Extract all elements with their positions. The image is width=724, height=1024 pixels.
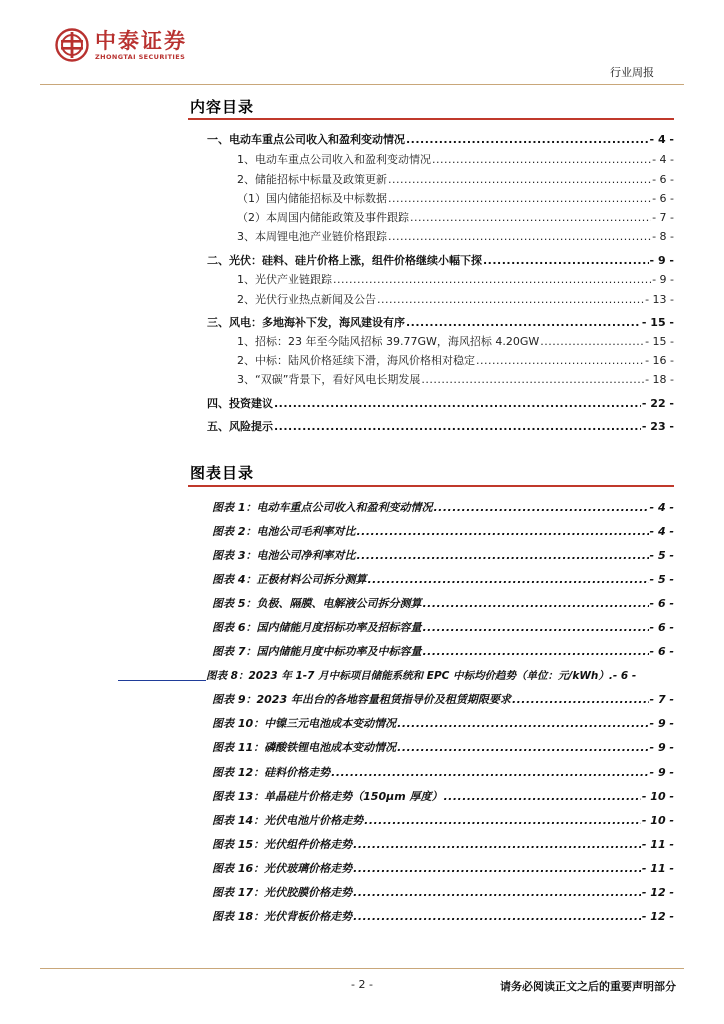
figure-entry[interactable]: 图表 11：磷酸铁锂电池成本变动情况 ..... - 9 -: [212, 741, 674, 755]
figure-entry[interactable]: 图表 2：电池公司毛利率对比 ..... - 4 -: [212, 525, 674, 539]
zhongtai-logo-icon: [55, 28, 89, 62]
figure-entry[interactable]: 图表 16：光伏玻璃价格走势 ..... - 11 -: [212, 862, 674, 876]
toc-entry[interactable]: 五、风险提示 ..... - 23 -: [207, 420, 674, 434]
toc-entry[interactable]: 1、光伏产业链跟踪 ..... - 9 -: [237, 273, 674, 287]
company-name-cn: 中泰证券: [95, 29, 187, 53]
selection-underline: [118, 680, 206, 681]
figure-entry[interactable]: 图表 14：光伏电池片价格走势 ..... - 10 -: [212, 814, 674, 828]
figure-entry[interactable]: 图表 3：电池公司净利率对比 ..... - 5 -: [212, 549, 674, 563]
figure-entry[interactable]: 图表 1：电动车重点公司收入和盈利变动情况 ..... - 4 -: [212, 501, 674, 515]
toc-entry[interactable]: 三、风电：多地海补下发，海风建设有序 ..... - 15 -: [207, 316, 674, 330]
toc-entry[interactable]: 1、招标：23 年至今陆风招标 39.77GW，海风招标 4.20GW ..... - 15 -: [237, 335, 674, 349]
toc-entry[interactable]: 3、“双碳”背景下，看好风电长期发展 ..... - 18 -: [237, 373, 674, 387]
figure-entry[interactable]: 图表 8：2023 年 1-7 月中标项目储能系统和 EPC 中标均价趋势（单位：元/kWh） .- 6 -: [206, 670, 637, 682]
toc-entry[interactable]: 一、电动车重点公司收入和盈利变动情况 ..... - 4 -: [207, 133, 674, 147]
toc-entry[interactable]: （2）本周国内储能政策及事件跟踪 ..... - 7 -: [237, 211, 674, 225]
toc-entry[interactable]: 3、本周锂电池产业链价格跟踪 ..... - 8 -: [237, 230, 674, 244]
figures-title: 图表目录: [190, 464, 255, 482]
figure-entry[interactable]: 图表 5：负极、隔膜、电解液公司拆分测算 ..... - 6 -: [212, 597, 674, 611]
footer-divider: [40, 968, 684, 969]
contents-title: 内容目录: [190, 98, 255, 116]
figure-entry[interactable]: 图表 9：2023 年出台的各地容量租赁指导价及租赁期限要求 ..... - 7 -: [212, 693, 674, 707]
figure-entry[interactable]: 图表 15：光伏组件价格走势 ..... - 11 -: [212, 838, 674, 852]
figure-entry[interactable]: 图表 7：国内储能月度中标功率及中标容量 ..... - 6 -: [212, 645, 674, 659]
page-number: - 2 -: [351, 978, 373, 991]
figure-entry[interactable]: 图表 17：光伏胶膜价格走势 ..... - 12 -: [212, 886, 674, 900]
toc-entry[interactable]: 2、储能招标中标量及政策更新 ..... - 6 -: [237, 173, 674, 187]
footer-disclaimer: 请务必阅读正文之后的重要声明部分: [500, 980, 676, 993]
figure-entry[interactable]: 图表 13：单晶硅片价格走势（150μm 厚度） ..... - 10 -: [212, 790, 674, 804]
company-name-en: ZHONGTAI SECURITIES: [95, 53, 186, 61]
toc-entry[interactable]: 2、光伏行业热点新闻及公告 ..... - 13 -: [237, 293, 674, 307]
figure-entry[interactable]: 图表 6：国内储能月度招标功率及招标容量 ..... - 6 -: [212, 621, 674, 635]
header-divider: [40, 84, 684, 85]
contents-title-underline: [188, 118, 674, 120]
toc-entry[interactable]: 二、光伏：硅料、硅片价格上涨，组件价格继续小幅下探 ..... - 9 -: [207, 254, 674, 268]
company-logo: [55, 28, 187, 62]
toc-entry[interactable]: 1、电动车重点公司收入和盈利变动情况 ..... - 4 -: [237, 153, 674, 167]
figure-entry[interactable]: 图表 18：光伏背板价格走势 ..... - 12 -: [212, 910, 674, 924]
figure-entry[interactable]: 图表 4：正极材料公司拆分测算 ..... - 5 -: [212, 573, 674, 587]
figures-title-underline: [188, 485, 674, 487]
figure-entry[interactable]: 图表 12：硅料价格走势 ..... - 9 -: [212, 766, 674, 780]
toc-entry[interactable]: 四、投资建议 ..... - 22 -: [207, 397, 674, 411]
figure-entry[interactable]: 图表 10：中镍三元电池成本变动情况 ..... - 9 -: [212, 717, 674, 731]
document-type: 行业周报: [610, 66, 654, 79]
toc-entry[interactable]: 2、中标：陆风价格延续下滑，海风价格相对稳定 ..... - 16 -: [237, 354, 674, 368]
toc-entry[interactable]: （1）国内储能招标及中标数据 ..... - 6 -: [237, 192, 674, 206]
